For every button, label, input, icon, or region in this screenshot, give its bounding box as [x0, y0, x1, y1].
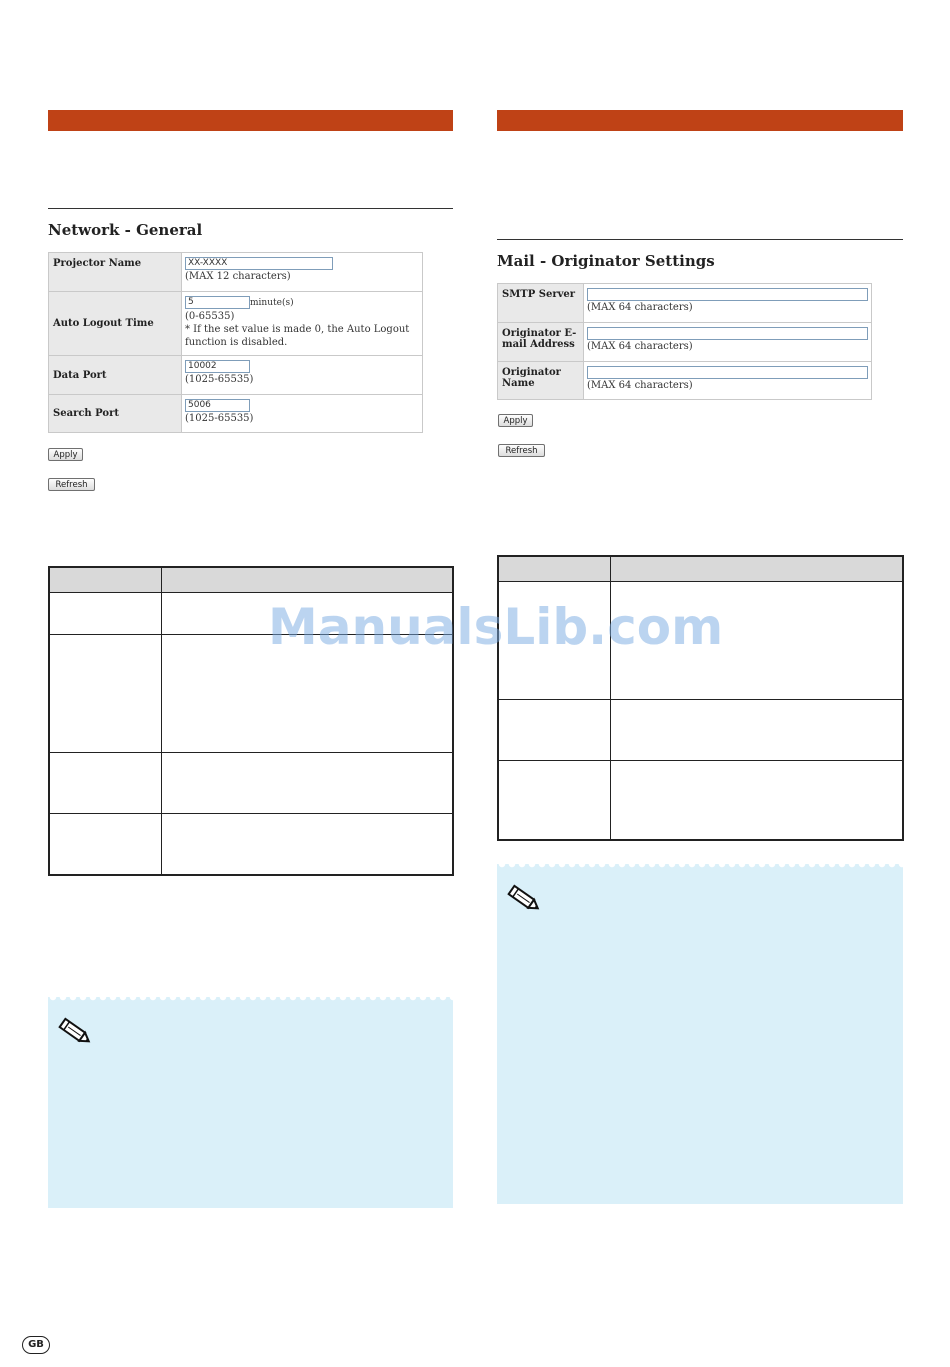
left-desc-row-1-term [49, 593, 162, 635]
pencil-icon [503, 882, 543, 914]
network-general-panel [48, 252, 423, 433]
right-desc-row-3-term [498, 761, 611, 840]
left-refresh-button[interactable]: Refresh [48, 478, 95, 491]
originator-email-input[interactable] [587, 327, 868, 340]
right-note-box [497, 864, 903, 1204]
left-heading-rule [48, 208, 453, 209]
smtp-server-hint: (MAX 64 characters) [587, 302, 693, 313]
left-apply-button[interactable]: Apply [48, 448, 83, 461]
left-desc-row-3-text [162, 753, 454, 814]
search-port-input[interactable] [185, 399, 250, 412]
auto-logout-label: Auto Logout Time [49, 292, 182, 356]
network-general-heading: Network - General [48, 221, 203, 239]
left-desc-row-3-term [49, 753, 162, 814]
left-desc-row-4-text [162, 814, 454, 875]
region-badge: GB [22, 1336, 50, 1354]
watermark: ManualsLib.com [268, 598, 724, 656]
originator-name-hint: (MAX 64 characters) [587, 380, 693, 391]
left-desc-header-col2 [162, 567, 454, 593]
data-port-range: (1025-65535) [185, 374, 254, 385]
originator-email-label: Originator E-mail Address [498, 323, 584, 362]
auto-logout-range: (0-65535) [185, 311, 235, 322]
left-desc-row-4-term [49, 814, 162, 875]
originator-name-label: Originator Name [498, 362, 584, 400]
right-refresh-button[interactable]: Refresh [498, 444, 545, 457]
smtp-server-label: SMTP Server [498, 284, 584, 323]
projector-name-hint: (MAX 12 characters) [185, 271, 291, 282]
data-port-input[interactable] [185, 360, 250, 373]
search-port-label: Search Port [49, 395, 182, 433]
auto-logout-input[interactable] [185, 296, 250, 309]
mail-originator-panel [497, 283, 872, 400]
left-section-header-bar [48, 110, 453, 131]
auto-logout-unit: minute(s) [250, 298, 294, 308]
projector-name-label: Projector Name [49, 253, 182, 292]
left-note-box [48, 997, 453, 1208]
originator-name-input[interactable] [587, 366, 868, 379]
smtp-server-input[interactable] [587, 288, 868, 301]
data-port-label: Data Port [49, 356, 182, 395]
left-desc-header-col1 [49, 567, 162, 593]
auto-logout-note: * If the set value is made 0, the Auto Logout function is disabled. [185, 324, 410, 348]
mail-originator-heading: Mail - Originator Settings [497, 252, 715, 270]
right-heading-rule [497, 239, 903, 240]
left-desc-row-2-term [49, 635, 162, 753]
projector-name-input[interactable] [185, 257, 333, 270]
right-desc-header-col2 [611, 556, 904, 582]
right-apply-button[interactable]: Apply [498, 414, 533, 427]
right-section-header-bar [497, 110, 903, 131]
search-port-range: (1025-65535) [185, 413, 254, 424]
pencil-icon [54, 1015, 94, 1047]
right-desc-header-col1 [498, 556, 611, 582]
originator-email-hint: (MAX 64 characters) [587, 341, 693, 352]
right-desc-row-3-text [611, 761, 904, 840]
right-desc-row-2-text [611, 700, 904, 761]
right-desc-row-2-term [498, 700, 611, 761]
